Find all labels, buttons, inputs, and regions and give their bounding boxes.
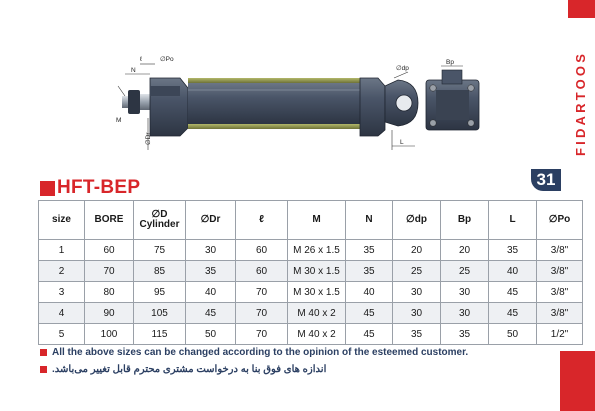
table-cell: 70 (236, 282, 288, 303)
bottom-accent-strip (560, 351, 595, 411)
end-view (426, 66, 479, 130)
table-cell: M 40 x 2 (288, 324, 346, 345)
column-header (186, 201, 236, 240)
column-header-label: M (312, 214, 321, 225)
table-cell: 35 (393, 324, 441, 345)
label-po: ∅Po (160, 56, 174, 63)
column-header (537, 201, 583, 240)
label-l: ℓ (140, 56, 143, 63)
top-accent-strip (568, 0, 595, 18)
table-cell: 2 (39, 261, 85, 282)
table-cell: 20 (393, 240, 441, 261)
column-header (288, 201, 346, 240)
table-cell: 45 (346, 324, 393, 345)
specs-table (38, 200, 583, 345)
table-cell: 3 (39, 282, 85, 303)
column-header-label: BORE (94, 214, 124, 225)
table-cell: 80 (85, 282, 134, 303)
table-cell: 45 (489, 282, 537, 303)
table-row (39, 282, 583, 303)
table-cell: M 30 x 1.5 (288, 282, 346, 303)
column-header-label: ∅D (151, 209, 168, 220)
table-cell: 60 (236, 261, 288, 282)
table-cell: 35 (489, 240, 537, 261)
label-bp: Bp (446, 59, 454, 66)
table-cell: 105 (134, 303, 186, 324)
label-m: M (116, 117, 122, 124)
section-title: HFT-BEP (57, 177, 141, 198)
table-cell: 60 (85, 240, 134, 261)
table-cell: 3/8" (537, 282, 583, 303)
column-header-sublabel: Cylinder (139, 219, 180, 230)
table-cell: 100 (85, 324, 134, 345)
column-header (85, 201, 134, 240)
table-cell: 70 (236, 324, 288, 345)
table-cell: 35 (441, 324, 489, 345)
column-header-label: ∅Po (548, 214, 571, 225)
note-marker (40, 349, 47, 356)
table-cell: 25 (441, 261, 489, 282)
table-row (39, 240, 583, 261)
table-cell: 1 (39, 240, 85, 261)
table-cell: 1/2" (537, 324, 583, 345)
table-cell: 40 (489, 261, 537, 282)
column-header-label: Bp (457, 214, 472, 225)
table-cell: 35 (186, 261, 236, 282)
table-cell: 40 (186, 282, 236, 303)
column-header-label: ∅dp (406, 214, 427, 225)
table-cell: 30 (441, 282, 489, 303)
column-header (393, 201, 441, 240)
brand-name: FIDARTOOS (573, 50, 588, 156)
table-body (39, 240, 583, 345)
table-cell: 50 (186, 324, 236, 345)
table-cell: M 40 x 2 (288, 303, 346, 324)
table-cell: 4 (39, 303, 85, 324)
table-cell: 45 (346, 303, 393, 324)
page-number-badge: 31 (531, 169, 561, 191)
table-cell: 75 (134, 240, 186, 261)
table-cell: 30 (441, 303, 489, 324)
table-cell: 35 (346, 261, 393, 282)
column-header-label: ℓ (259, 214, 264, 225)
table-cell: 45 (186, 303, 236, 324)
table-cell: 95 (134, 282, 186, 303)
barrel (188, 83, 360, 124)
rear-head (360, 78, 385, 136)
column-header (441, 201, 489, 240)
table-cell: 30 (186, 240, 236, 261)
column-header (489, 201, 537, 240)
column-header (39, 201, 85, 240)
table-cell: M 26 x 1.5 (288, 240, 346, 261)
column-header-label: size (52, 214, 71, 225)
note-marker (40, 366, 47, 373)
note-persian (40, 364, 326, 375)
table-cell: 50 (489, 324, 537, 345)
note-english (40, 347, 468, 358)
table-row (39, 303, 583, 324)
table-header-row (39, 201, 583, 240)
label-dp: ∅dp (396, 65, 409, 72)
table-row (39, 324, 583, 345)
table-cell: 45 (489, 303, 537, 324)
table-cell: 30 (393, 303, 441, 324)
label-dr: ∅Dr (145, 132, 152, 145)
tie-rod-top (188, 78, 360, 83)
table-cell: 60 (236, 240, 288, 261)
table-cell: 20 (441, 240, 489, 261)
label-eye-l: L (400, 139, 404, 146)
table-cell: 90 (85, 303, 134, 324)
table-cell: 25 (393, 261, 441, 282)
tie-rod-bottom (188, 124, 360, 129)
table-cell: 70 (85, 261, 134, 282)
table-cell: 5 (39, 324, 85, 345)
table-cell: 70 (236, 303, 288, 324)
table-cell: M 30 x 1.5 (288, 261, 346, 282)
table-cell: 115 (134, 324, 186, 345)
note-persian-text: اندازه های فوق بنا به درخواست مشتری محترم قابل تغییر می‌باشد. (52, 364, 327, 375)
table-cell: 35 (346, 240, 393, 261)
table-cell: 40 (346, 282, 393, 303)
rod-end (122, 90, 152, 114)
table-cell: 3/8" (537, 261, 583, 282)
column-header-label: N (365, 214, 373, 225)
column-header-label: ∅Dr (200, 214, 221, 225)
note-english-text: All the above sizes can be changed according to the opinion of the esteemed customer. (52, 347, 469, 358)
cylinder-drawing (0, 0, 560, 175)
table-cell: 85 (134, 261, 186, 282)
title-marker (40, 181, 55, 196)
label-n: N (131, 67, 136, 74)
table-row (39, 261, 583, 282)
column-header-label: L (509, 214, 516, 225)
eye-bracket (385, 80, 418, 126)
table-cell: 30 (393, 282, 441, 303)
column-header (134, 201, 186, 240)
column-header (346, 201, 393, 240)
section-title-wrap (40, 177, 140, 199)
column-header (236, 201, 288, 240)
table-cell: 3/8" (537, 240, 583, 261)
table-cell: 3/8" (537, 303, 583, 324)
